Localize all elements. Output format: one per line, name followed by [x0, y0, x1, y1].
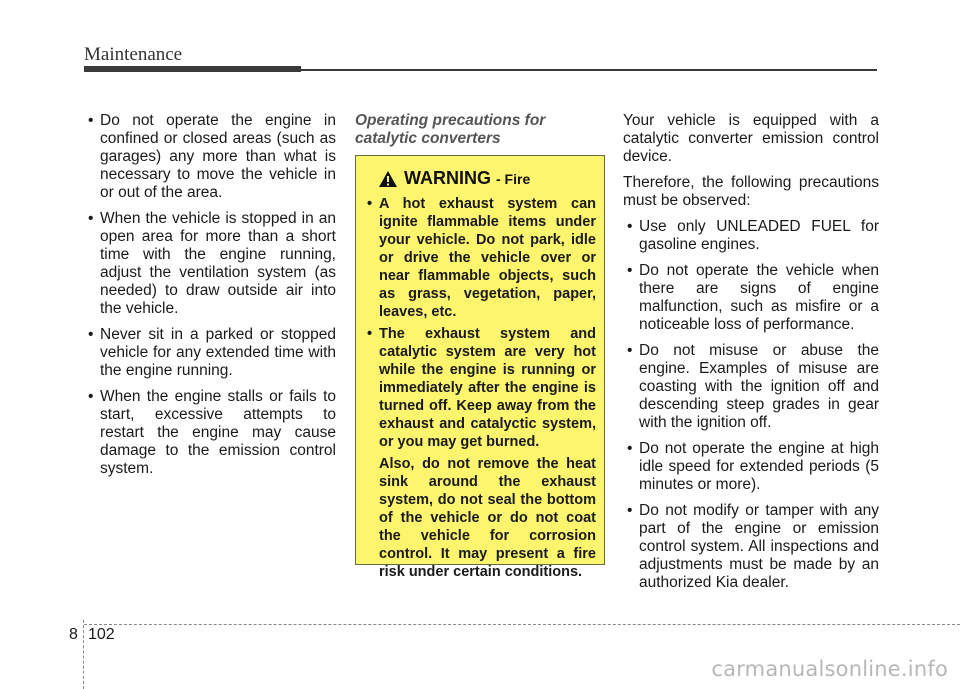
warning-subtitle: - Fire	[496, 170, 531, 187]
footer-rule	[84, 624, 960, 625]
right-bullet-list	[623, 218, 879, 592]
list-item: • Never sit in a parked or stopped vehicle for any extended time with the engine running.	[84, 326, 336, 380]
warning-triangle-icon	[378, 170, 398, 188]
watermark: carmanualsonline.info	[711, 657, 948, 681]
precautions-paragraph: Therefore, the following precautions must be observed:	[623, 174, 879, 209]
warning-title: WARNING	[404, 168, 491, 188]
list-item: • A hot exhaust system can ignite flammable items under your vehicle. Do not park, idle or drive the vehicle over or near flammable objects, such as grass, vegetation, paper, leaves, etc.	[366, 195, 596, 321]
page-title: Maintenance	[84, 44, 183, 65]
warning-bullet-list	[366, 195, 596, 451]
intro-paragraph: Your vehicle is equipped with a catalytic converter emission control device.	[623, 112, 879, 165]
list-item: • Do not operate the engine at high idle speed for extended periods (5 minutes or more).	[623, 440, 879, 494]
right-column	[623, 112, 879, 600]
list-item: • Do not operate the engine in confined or closed areas (such as garages) any more than what is necessary to move the vehicle in or out of the area.	[84, 112, 336, 202]
chapter-number: 8	[69, 626, 78, 643]
middle-column	[355, 112, 606, 148]
list-item: • Do not misuse or abuse the engine. Examples of misuse are coasting with the ignition off and descending steep grades in gear with the ignition off.	[623, 342, 879, 432]
warning-header	[366, 168, 596, 189]
list-item: • The exhaust system and catalytic system are very hot while the engine is running or immediately after the engine is turned off. Keep away from the exhaust and catalyctic system, or you may get burned.	[366, 325, 596, 451]
left-bullet-list	[84, 112, 336, 478]
list-item: • Do not modify or tamper with any part of the engine or emission control system. All inspections and adjustments must be made by an authorized Kia dealer.	[623, 502, 879, 592]
warning-box	[355, 155, 605, 580]
list-item: • When the engine stalls or fails to start, excessive attempts to restart the engine may cause damage to the emission control system.	[84, 388, 336, 478]
footer-divider	[83, 620, 84, 689]
header-rule-thin	[301, 69, 877, 71]
section-heading: Operating precautions for catalytic converters	[355, 112, 546, 147]
left-column	[84, 112, 336, 486]
list-item: • When the vehicle is stopped in an open area for more than a short time with the engine running, adjust the ventilation system (as needed) to draw outside air into the vehicle.	[84, 210, 336, 318]
list-item: • Do not operate the vehicle when there are signs of engine malfunction, such as misfire or a noticeable loss of performance.	[623, 262, 879, 334]
header-rule-thick	[84, 66, 301, 72]
list-item: • Use only UNLEADED FUEL for gasoline engines.	[623, 218, 879, 254]
warning-continuation: Also, do not remove the heat sink around the exhaust system, do not seal the bottom of the vehicle or do not coat the vehicle for corrosion control. It may present a fire risk under certain conditions.	[379, 456, 596, 580]
page-number: 102	[88, 626, 115, 643]
